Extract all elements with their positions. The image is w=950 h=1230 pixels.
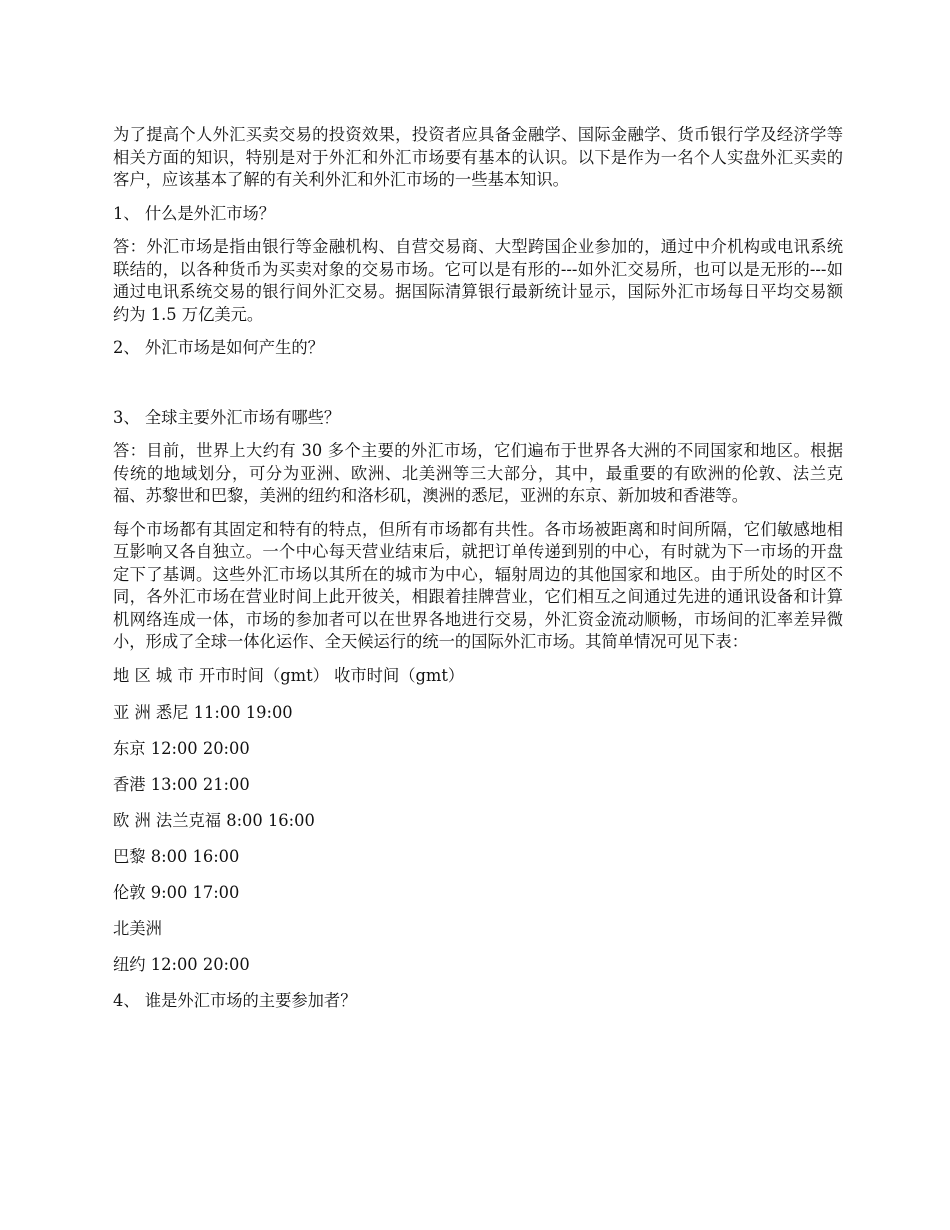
question-4-heading: 4、 谁是外汇市场的主要参加者？ (113, 991, 357, 1010)
table-row: 香港 13:00 21:00 (113, 775, 250, 794)
table-row: 东京 12:00 20:00 (113, 739, 250, 758)
question-1-heading: 1、 什么是外汇市场？ (113, 203, 276, 223)
table-row: 伦敦 9:00 17:00 (113, 883, 240, 902)
intro-paragraph: 为了提高个人外汇买卖交易的投资效果，投资者应具备金融学、国际金融学、货币银行学及经济学等相关方面的知识，特别是对于外汇和外汇市场要有基本的认识。以下是作为一名个人实盘外汇买卖的客户，应该基本了解的有关利外汇和外汇市场的一些基本知识。 (113, 125, 843, 189)
table-row: 北美洲 (113, 919, 162, 938)
table-row: 巴黎 8:00 16:00 (113, 847, 240, 866)
question-2-heading: 2、 外汇市场是如何产生的？ (113, 338, 324, 357)
question-3-detail: 每个市场都有其固定和特有的特点，但所有市场都有共性。各市场被距离和时间所隔，它们敏感地相互影响又各自独立。一个中心每天营业结束后，就把订单传递到别的中心，有时就为下一市场的开盘定下了基调。这些外汇市场以其所在的城市为中心，辐射周边的其他国家和地区。由于所处的时区不同，各外汇市场在营业时间上此开彼关，相跟着挂牌营业，它们相互之间通过先进的通讯设备和计算机网络连成一体，市场的参加者可以在世界各地进行交易，外汇资金流动顺畅，市场间的汇率差异微小，形成了全球一体化运作、全天候运行的统一的国际外汇市场。其简单情况可见下表： (113, 519, 843, 651)
document-body (113, 124, 843, 1024)
table-row: 纽约 12:00 20:00 (113, 955, 250, 974)
table-row: 欧 洲 法兰克福 8:00 16:00 (113, 811, 315, 830)
question-3-heading: 3、 全球主要外汇市场有哪些？ (113, 407, 341, 427)
question-1-answer: 答：外汇市场是指由银行等金融机构、自营交易商、大型跨国企业参加的，通过中介机构或电讯系统联结的，以各种货币为买卖对象的交易市场。它可以是有形的---如外汇交易所，也可以是无形的---如通过电讯系统交易的银行间外汇交易。据国际清算银行最新统计显示，国际外汇市场每日平均交易额约为 1.5 万亿美元。 (113, 237, 843, 324)
table-row: 亚 洲 悉尼 11:00 19:00 (113, 703, 293, 722)
table-header: 地 区 城 市 开市时间（gmt） 收市时间（gmt） (113, 665, 465, 685)
market-hours-table (113, 665, 843, 977)
question-3-answer: 答：目前，世界上大约有 30 多个主要的外汇市场，它们遍布于世界各大洲的不同国家和地区。根据传统的地域划分，可分为亚洲、欧洲、北美洲等三大部分，其中，最重要的有欧洲的伦敦、法兰克福、苏黎世和巴黎，美洲的纽约和洛杉矶，澳洲的悉尼，亚洲的东京、新加坡和香港等。 (113, 441, 843, 505)
